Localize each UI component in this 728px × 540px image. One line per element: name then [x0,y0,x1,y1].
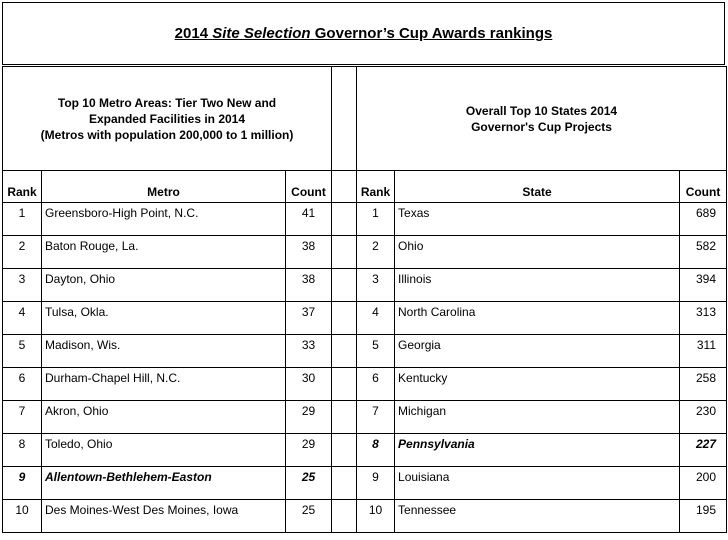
table-row [3,269,727,302]
page-title [175,25,553,42]
state-name: Illinois [395,269,680,302]
metro-rank: 1 [3,203,42,236]
metro-rank: 6 [3,368,42,401]
state-rank: 3 [357,269,395,302]
table-row [3,368,727,401]
state-count: 313 [680,302,727,335]
title-rest: Governor’s Cup Awards rankings [314,25,553,42]
left-table-header [3,67,332,171]
metro-rank: 8 [3,434,42,467]
metro-count: 29 [286,434,332,467]
state-count: 689 [680,203,727,236]
state-count: 195 [680,500,727,533]
left-header-line: Top 10 Metro Areas: Tier Two New and [57,95,277,110]
state-name: Ohio [395,236,680,269]
column-header-rank: Rank [357,171,395,203]
metro-name: Baton Rouge, La. [42,236,286,269]
state-rank: 1 [357,203,395,236]
right-header-line: Governor's Cup Projects [471,119,612,134]
metro-count: 33 [286,335,332,368]
column-header-state: State [395,171,680,203]
state-rank: 9 [357,467,395,500]
state-rank: 10 [357,500,395,533]
gap-column [332,67,357,171]
metro-count: 37 [286,302,332,335]
title-italic: Site Selection [212,25,311,42]
rankings-table [2,66,727,533]
metro-rank: 4 [3,302,42,335]
metro-name: Akron, Ohio [42,401,286,434]
column-header-count: Count [286,171,332,203]
metro-name: Dayton, Ohio [42,269,286,302]
table-row [3,302,727,335]
gap-column [332,236,357,269]
state-name: Texas [395,203,680,236]
column-header-count: Count [680,171,727,203]
gap-column [332,203,357,236]
gap-column [332,302,357,335]
metro-rank: 2 [3,236,42,269]
metro-name: Greensboro-High Point, N.C. [42,203,286,236]
metro-rank: 10 [3,500,42,533]
table-row [3,335,727,368]
gap-column [332,171,357,203]
state-name: Michigan [395,401,680,434]
state-count: 227 [680,434,727,467]
metro-count: 29 [286,401,332,434]
state-count: 582 [680,236,727,269]
metro-name: Durham-Chapel Hill, N.C. [42,368,286,401]
column-header-metro: Metro [42,171,286,203]
state-name: Kentucky [395,368,680,401]
title-box [2,2,725,65]
table-row [3,500,727,533]
right-table-header [357,67,727,171]
metro-count: 25 [286,500,332,533]
metro-name: Madison, Wis. [42,335,286,368]
metro-rank: 3 [3,269,42,302]
gap-column [332,368,357,401]
title-year: 2014 [174,25,209,42]
left-header-line: Expanded Facilities in 2014 [88,111,246,126]
metro-rank: 5 [3,335,42,368]
state-rank: 2 [357,236,395,269]
right-header-line: Overall Top 10 States 2014 [465,103,618,118]
state-count: 394 [680,269,727,302]
state-rank: 7 [357,401,395,434]
table-row [3,467,727,500]
metro-rank: 9 [3,467,42,500]
left-header-line: (Metros with population 200,000 to 1 million) [40,127,294,142]
state-count: 200 [680,467,727,500]
metro-name: Allentown-Bethlehem-Easton [42,467,286,500]
state-rank: 8 [357,434,395,467]
gap-column [332,401,357,434]
state-name: Georgia [395,335,680,368]
state-name: Pennsylvania [395,434,680,467]
state-name: Tennessee [395,500,680,533]
gap-column [332,500,357,533]
state-count: 311 [680,335,727,368]
state-name: Louisiana [395,467,680,500]
metro-rank: 7 [3,401,42,434]
table-row [3,434,727,467]
table-row [3,401,727,434]
gap-column [332,335,357,368]
state-rank: 6 [357,368,395,401]
state-name: North Carolina [395,302,680,335]
state-rank: 4 [357,302,395,335]
table-row [3,203,727,236]
metro-count: 38 [286,236,332,269]
metro-count: 30 [286,368,332,401]
state-count: 258 [680,368,727,401]
gap-column [332,269,357,302]
metro-name: Tulsa, Okla. [42,302,286,335]
gap-column [332,467,357,500]
metro-name: Toledo, Ohio [42,434,286,467]
table-row [3,236,727,269]
metro-count: 25 [286,467,332,500]
state-count: 230 [680,401,727,434]
gap-column [332,434,357,467]
metro-name: Des Moines-West Des Moines, Iowa [42,500,286,533]
metro-count: 38 [286,269,332,302]
column-header-rank: Rank [3,171,42,203]
state-rank: 5 [357,335,395,368]
metro-count: 41 [286,203,332,236]
